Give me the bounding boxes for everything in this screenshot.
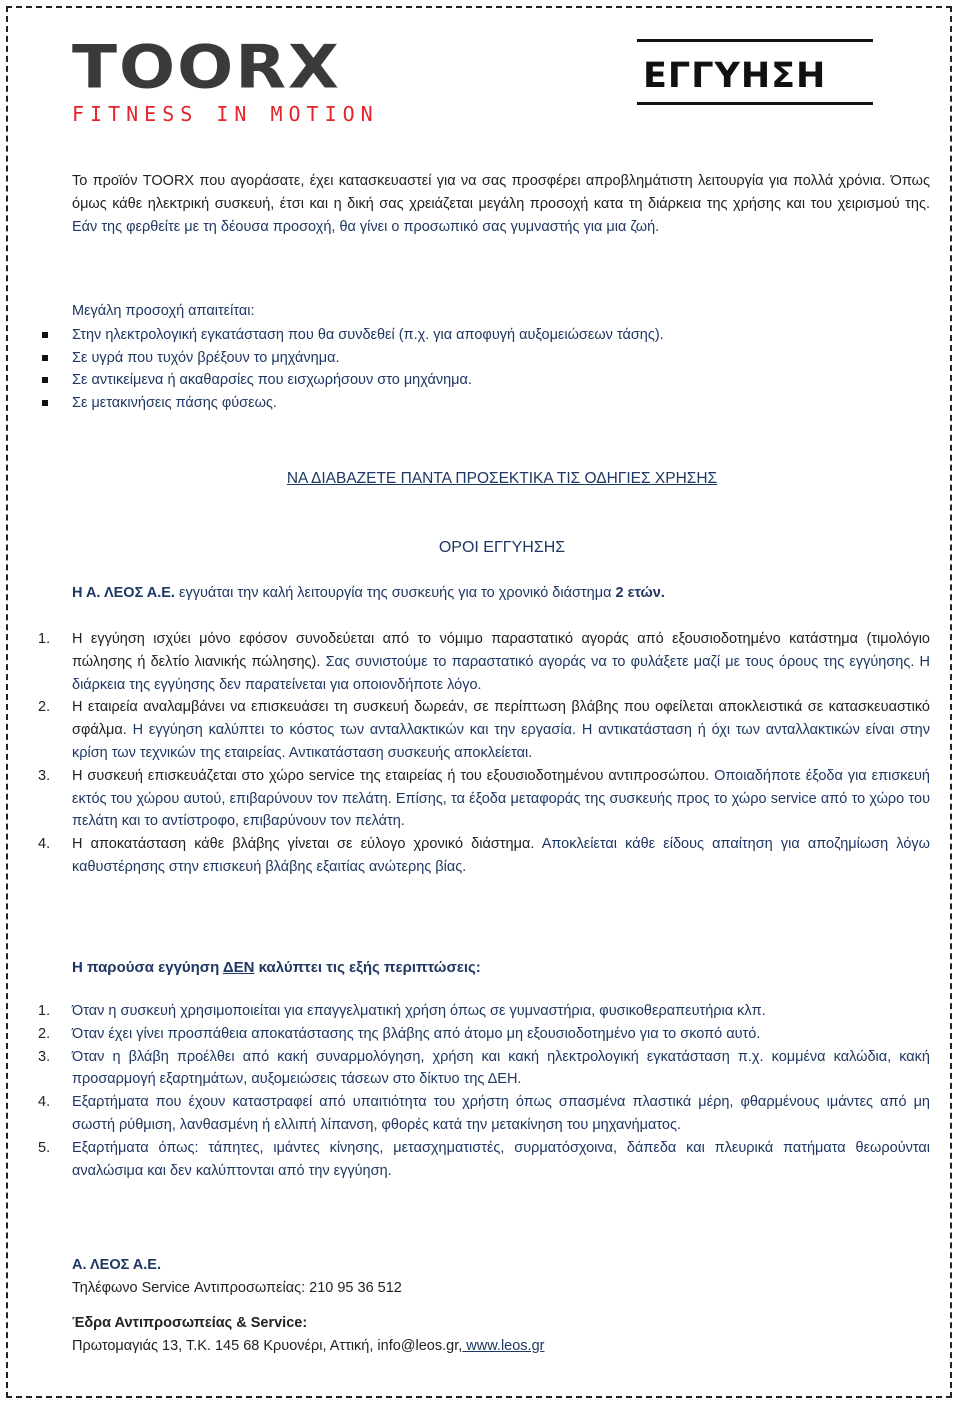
item-number: 3. bbox=[38, 767, 51, 784]
item-number: 2. bbox=[38, 1025, 51, 1042]
list-item bbox=[38, 628, 930, 696]
exclusions-heading-post: καλύπτει τις εξής περιπτώσεις: bbox=[254, 959, 481, 976]
item-text: Η αποκατάσταση κάθε βλάβης γίνεται σε εύλογο χρονικό διάστημα. bbox=[72, 836, 535, 853]
exclusions-list bbox=[38, 1000, 930, 1182]
list-item bbox=[38, 1023, 930, 1046]
item-text-cont: Οποιαδήποτε έξοδα για επισκευή εκτός του χώρου αυτού, επιβαρύνουν τον πελάτη. Επίσης, τα έξοδα μεταφοράς της συσκευής προς το χώρο service από το χώρο του πελάτη και το αντίστροφο, επιβαρύνουν τον πελάτη. bbox=[72, 767, 930, 830]
exclusions-heading-not: ΔΕΝ bbox=[222, 959, 255, 976]
list-item: Σε μετακινήσεις πάσης φύσεως. bbox=[40, 392, 920, 415]
item-number: 1. bbox=[38, 631, 51, 647]
headquarters-heading: Έδρα Αντιπροσωπείας & Service: bbox=[72, 1315, 308, 1331]
warranty-lead bbox=[72, 582, 930, 605]
list-item bbox=[38, 833, 930, 879]
terms-heading: ΟΡΟΙ ΕΓΓΥΗΣΗΣ bbox=[438, 539, 566, 556]
exclusions-heading-pre: Η παρούσα εγγύηση bbox=[72, 959, 223, 976]
item-number: 4. bbox=[38, 836, 51, 853]
address-text: Πρωτομαγιάς 13, Τ.Κ. 145 68 Κρυονέρι, Αττική, info@leos.gr, bbox=[72, 1338, 463, 1354]
intro-sentence-1: Το προϊόν TOORX που αγοράσατε, έχει κατασκευαστεί για να σας προσφέρει απροβλημάτιστη λειτουργία για πολλά χρόνια. Όπως όμως κάθε ηλεκτρική συσκευή, έτσι και η δική σας χρειάζεται μεγάλη προσοχή κατα τη διάρκεια της χρήσης και του χειρισμού της. bbox=[72, 173, 930, 212]
read-instructions-notice: ΝΑ ΔΙΑΒΑΖΕΤΕ ΠΑΝΤΑ ΠΡΟΣΕΚΤΙΚΑ ΤΙΣ ΟΔΗΓΙΕΣ ΧΡΗΣΗΣ bbox=[286, 470, 718, 487]
item-number: 5. bbox=[38, 1139, 51, 1156]
list-item bbox=[38, 765, 930, 833]
exclusions-heading bbox=[72, 956, 930, 979]
item-text: Εξαρτήματα που έχουν καταστραφεί από υπαιτιότητα του χρήστη όπως σπασμένα πλαστικά μέρη, φθαρμένους ιμάντες από μη σωστή ρύθμιση, λανθασμένη ή ελλιπή λίπανση, φθορές κατά την μετακίνηση του μηχανήματος. bbox=[72, 1094, 930, 1133]
list-item: Σε αντικείμενα ή ακαθαρσίες που εισχωρήσουν στο μηχάνημα. bbox=[40, 369, 920, 392]
contact-block bbox=[72, 1254, 930, 1300]
item-text: Η συσκευή επισκευάζεται στο χώρο service της εταιρείας ή του εξουσιοδοτημένου αντιπροσώπου. bbox=[72, 767, 710, 784]
item-text: Η εγγύηση ισχύει μόνο εφόσον συνοδεύεται από το νόμιμο παραστατικό αγοράς από εξουσιοδοτημένο κατάστημα (τιμολόγιο πώλησης ή δελτίο λιανικής πώλησης). bbox=[72, 631, 930, 670]
contact-company: Α. ΛΕΟΣ Α.Ε. bbox=[72, 1257, 162, 1273]
item-number: 2. bbox=[38, 699, 51, 716]
item-number: 4. bbox=[38, 1094, 51, 1111]
intro-text bbox=[72, 170, 930, 239]
item-text: Όταν έχει γίνει προσπάθεια αποκατάστασης της βλάβης από άτομο μη εξουσιοδοτημένο για το σκοπό αυτό. bbox=[72, 1025, 761, 1042]
item-text: Η εταιρεία αναλαμβάνει να επισκευάσει τη συσκευή δωρεάν, σε περίπτωση βλάβης που οφείλεται αποκλειστικά σε κατασκευαστικό σφάλμα. bbox=[72, 699, 930, 739]
list-item bbox=[38, 1046, 930, 1092]
headquarters-address-line bbox=[72, 1335, 930, 1358]
document-title-box bbox=[637, 39, 873, 105]
list-item bbox=[38, 1137, 930, 1183]
terms-list bbox=[38, 628, 930, 879]
document-title: ΕΓΓΥΗΣΗ bbox=[643, 56, 827, 96]
item-text: Εξαρτήματα όπως: τάπητες, ιμάντες κίνησης, μετασχηματιστές, συρματόσχοινα, δάπεδα και πλευρικά πατήματα θεωρούνται αναλώσιμα και δεν καλύπτονται από την εγγύηση. bbox=[72, 1139, 930, 1179]
item-text: Όταν η συσκευή χρησιμοποιείται για επαγγελματική χρήση όπως σε γυμναστήρια, φυσικοθεραπευτήρια κλπ. bbox=[72, 1003, 766, 1019]
intro-sentence-2: Εάν της φερθείτε με τη δέουσα προσοχή, θα γίνει ο προσωπικό σας γυμναστής για μια ζωή. bbox=[72, 219, 660, 235]
item-text-cont: Αποκλείεται κάθε είδους απαίτηση για αποζημίωση λόγω καθυστέρησης στην επισκευή βλάβης εξαιτίας ανώτερης βίας. bbox=[72, 836, 930, 875]
item-text-cont: Η εγγύηση καλύπτει το κόστος των ανταλλακτικών και την εργασία. Η αντικατάσταση ή όχι των ανταλλακτικών είναι στην κρίση των τεχνικών της εταιρείας. Αντικατάσταση συσκευής αποκλείεται. bbox=[72, 722, 930, 761]
item-number: 3. bbox=[38, 1048, 51, 1065]
list-item: Στην ηλεκτρολογική εγκατάσταση που θα συνδεθεί (π.χ. για αποφυγή αυξομειώσεων τάσης). bbox=[40, 324, 920, 347]
intro-paragraph bbox=[72, 170, 930, 239]
lead-company: Η Α. ΛΕΟΣ Α.Ε. bbox=[72, 585, 175, 601]
item-number: 1. bbox=[38, 1003, 51, 1019]
contact-phone: Τηλέφωνο Service Αντιπροσωπείας: 210 95 36 512 bbox=[72, 1280, 402, 1296]
list-item bbox=[38, 696, 930, 764]
list-item bbox=[38, 1000, 930, 1023]
lead-period: 2 ετών. bbox=[615, 585, 665, 601]
list-item bbox=[38, 1091, 930, 1137]
list-item: Σε υγρά που τυχόν βρέξουν το μηχάνημα. bbox=[40, 347, 920, 370]
logo-wordmark: TOORX bbox=[72, 32, 341, 102]
website-link[interactable]: www.leos.gr bbox=[462, 1338, 545, 1354]
attention-heading: Μεγάλη προσοχή απαιτείται: bbox=[72, 303, 255, 319]
headquarters-block bbox=[72, 1312, 930, 1358]
toorx-logo bbox=[72, 32, 422, 126]
attention-list bbox=[40, 324, 920, 414]
lead-text: εγγυάται την καλή λειτουργία της συσκευής για το χρονικό διάστημα bbox=[174, 585, 616, 601]
item-text: Όταν η βλάβη προέλθει από κακή συναρμολόγηση, χρήση και κακή ηλεκτρολογική εγκατάσταση π.χ. κομμένα καλώδια, κακή προσαρμογή εξαρτημάτων, αυξομειώσεις τάσεων στο δίκτυο της ΔΕΗ. bbox=[72, 1048, 930, 1088]
item-text-cont: Σας συνιστούμε το παραστατικό αγοράς να το φυλάξετε μαζί με τους όρους της εγγύησης. Η διάρκεια της εγγύησης δεν παρατείνεται για οποιονδήποτε λόγο. bbox=[72, 653, 930, 693]
logo-tagline: FITNESS IN MOTION bbox=[72, 102, 379, 126]
